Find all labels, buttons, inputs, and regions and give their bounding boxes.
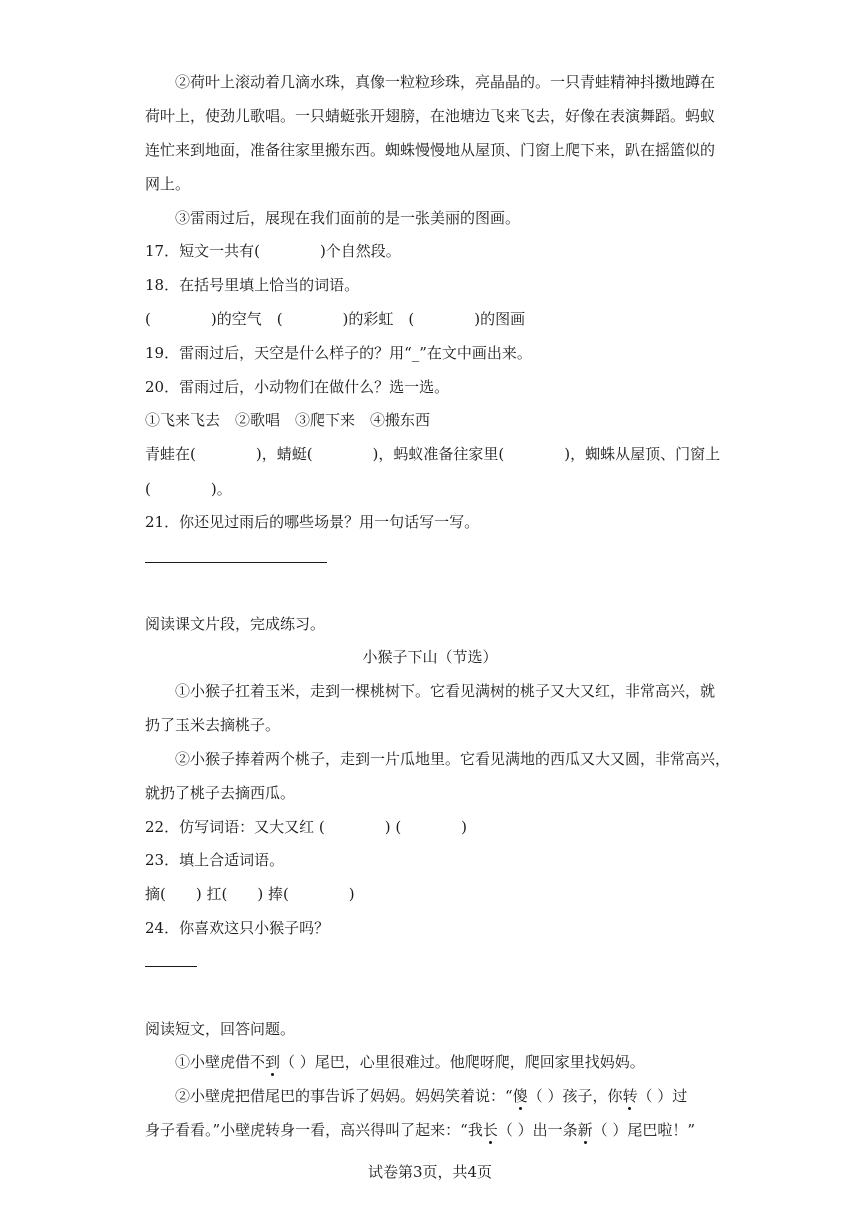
section2-title: 小猴子下山（节选） [362,648,498,666]
question-24: 24．你喜欢这只小猴子吗？ [145,919,330,937]
passage1-para2-line1: ②荷叶上滚动着几滴水珠，真像一粒粒珍珠，亮晶晶的。一只青蛙精神抖擞地蹲在 [175,73,716,91]
text-run: ①小壁虎借不 [175,1053,266,1071]
question-20-blanks-line1: 青蛙在( )，蜻蜓( )，蚂蚁准备往家里( )，蜘蛛从屋顶、门窗上 [145,445,721,463]
passage1-para2-line3: 连忙来到地面，准备往家里搬东西。蜘蛛慢慢地从屋顶、门窗上爬下来，趴在摇篮似的 [145,141,716,159]
text-run: （ ）出一条 [497,1121,578,1139]
text-run: （ ）尾巴，心里很难过。他爬呀爬，爬回家里找妈妈。 [280,1053,645,1071]
answer-line-21 [145,562,327,563]
dotted-char: 新 [577,1121,593,1139]
question-20-blanks-line2: ( )。 [145,480,232,498]
text-run: ②小壁虎把借尾巴的事告诉了妈妈。妈妈笑着说：“ [175,1087,513,1105]
dotted-char: 转 [622,1087,638,1105]
text-run: （ ）过 [637,1087,688,1105]
question-20: 20．雷雨过后，小动物们在做什么？选一选。 [145,378,450,396]
section2-instruction: 阅读课文片段，完成练习。 [145,615,326,633]
section3-para2-line2 [145,1120,695,1140]
text-run: （ ）孩子，你 [527,1087,623,1105]
dotted-char: 到 [265,1053,281,1071]
section2-para2-line2: 就扔了桃子去摘西瓜。 [145,784,296,802]
section3-para2-line1 [175,1086,687,1106]
question-21: 21．你还见过雨后的哪些场景？用一句话写一写。 [145,513,480,531]
question-17: 17．短文一共有( )个自然段。 [145,242,401,260]
section3-para1 [175,1052,645,1072]
question-18-blanks: ( )的空气 ( )的彩虹 ( )的图画 [145,310,526,328]
question-19: 19．雷雨过后，天空是什么样子的？用“_”在文中画出来。 [145,344,532,362]
question-23: 23．填上合适词语。 [145,851,285,869]
question-20-options: ①飞来飞去 ②歌唱 ③爬下来 ④搬东西 [145,411,431,429]
answer-line-24 [145,966,197,967]
text-run: （ ）尾巴啦！” [592,1121,696,1139]
section2-para2-line1: ②小猴子捧着两个桃子，走到一片瓜地里。它看见满地的西瓜又大又圆，非常高兴， [175,750,731,768]
question-22: 22．仿写词语：又大又红 ( ) ( ) [145,818,468,836]
section3-instruction: 阅读短文，回答问题。 [145,1020,296,1038]
page-footer: 试卷第3页，共4页 [367,1163,493,1181]
text-run: 身子看看。”小壁虎转身一看，高兴得叫了起来：“我 [145,1121,483,1139]
passage1-para2-line2: 荷叶上，使劲儿歌唱。一只蜻蜓张开翅膀，在池塘边飞来飞去，好像在表演舞蹈。蚂蚁 [145,107,716,125]
section2-para1-line1: ①小猴子扛着玉米，走到一棵桃树下。它看见满树的桃子又大又红，非常高兴，就 [175,682,716,700]
question-23-blanks: 摘( ) 扛( ) 捧( ) [145,885,355,903]
passage1-para2-line4: 网上。 [145,175,191,193]
passage1-para3: ③雷雨过后，展现在我们面前的是一张美丽的图画。 [175,209,521,227]
dotted-char: 傻 [512,1087,528,1105]
question-18: 18．在括号里填上恰当的词语。 [145,276,360,294]
section2-para1-line2: 扔了玉米去摘桃子。 [145,716,281,734]
dotted-char: 长 [482,1121,498,1139]
